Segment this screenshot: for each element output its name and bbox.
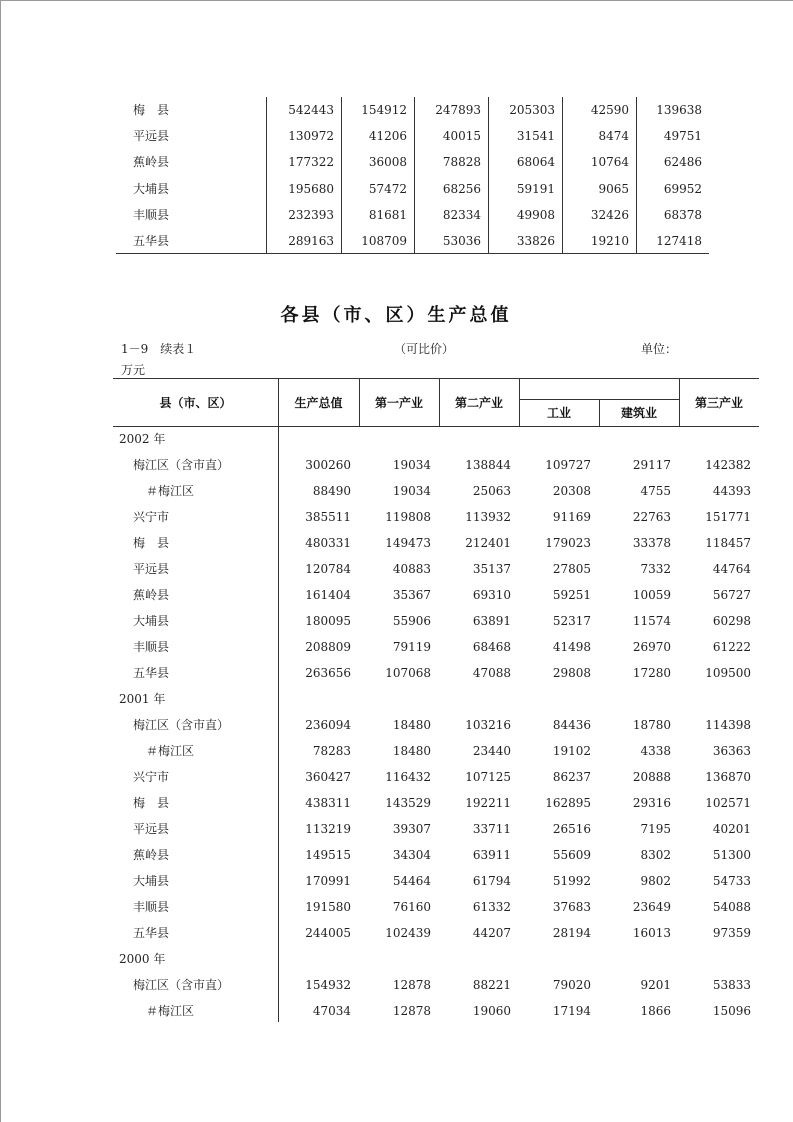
value-cell: 542443 [288,103,334,117]
value-cell: 47034 [312,1004,351,1018]
value-cell: 26516 [552,822,591,836]
value-cell: 39307 [392,822,431,836]
table-row [1,176,791,202]
row-label: 丰顺县 [133,207,170,222]
value-cell: 8302 [640,848,671,862]
value-cell: 68378 [663,207,702,222]
table-row [1,764,791,790]
value-cell: 103216 [465,718,511,732]
row-label: 大埔县 [133,181,170,196]
value-cell: 289163 [288,234,334,248]
value-cell: 205303 [509,103,555,117]
value-cell: 22763 [632,510,671,524]
value-cell: 69952 [663,181,702,196]
value-cell: 41498 [552,640,591,654]
value-cell: 18780 [632,718,671,732]
value-cell: 53833 [712,978,751,992]
value-cell: 32426 [590,207,629,222]
value-cell: 59251 [552,588,591,602]
table-row [1,972,791,998]
table-row [1,790,791,816]
table-code: 1－9 续表１ [121,342,197,356]
table-row [1,504,791,530]
value-cell: 107068 [385,666,431,680]
value-cell: 63891 [472,614,511,628]
value-cell: 195680 [288,181,334,196]
value-cell: 12878 [392,1004,431,1018]
row-label: 兴宁市 [133,770,170,784]
year-row [1,946,791,972]
row-label: 五华县 [133,666,170,680]
value-cell: 177322 [288,155,334,170]
value-cell: 55906 [392,614,431,628]
value-cell: 130972 [288,129,334,144]
value-cell: 23440 [472,744,511,758]
value-cell: 19102 [552,744,591,758]
table-row [1,920,791,946]
value-cell: 36363 [712,744,751,758]
value-cell: 138844 [465,458,511,472]
value-cell: 438311 [305,796,351,810]
value-cell: 29117 [632,458,671,472]
value-cell: 68064 [516,155,555,170]
table-row [1,582,791,608]
value-cell: 86237 [552,770,591,784]
value-cell: 54733 [712,874,751,888]
row-label: 平远县 [133,562,170,576]
row-label: ＃梅江区 [146,484,195,498]
value-cell: 1866 [640,1004,671,1018]
value-cell: 9802 [640,874,671,888]
value-cell: 29808 [552,666,591,680]
year-row [1,426,791,452]
row-label: 梅 县 [133,103,170,117]
value-cell: 49908 [516,207,555,222]
row-label: 五华县 [133,234,170,248]
value-cell: 385511 [305,510,351,524]
table-row [1,998,791,1024]
row-label: 丰顺县 [133,640,170,654]
value-cell: 19034 [392,458,431,472]
row-label: 蕉岭县 [133,588,170,602]
value-cell: 11574 [632,614,671,628]
value-cell: 142382 [705,458,751,472]
value-cell: 154932 [305,978,351,992]
row-label: 大埔县 [133,614,170,628]
value-cell: 19034 [392,484,431,498]
value-cell: 480331 [305,536,351,550]
value-cell: 9065 [598,181,629,196]
header-industry: 工业 [546,406,571,420]
value-cell: 26970 [632,640,671,654]
value-cell: 62486 [663,155,702,170]
row-label: 梅江区（含市直） [133,458,230,472]
value-cell: 15096 [712,1004,751,1018]
table-row [1,608,791,634]
value-cell: 79119 [392,640,431,654]
value-cell: 143529 [385,796,431,810]
value-cell: 161404 [305,588,351,602]
value-cell: 88221 [472,978,511,992]
row-label: 梅 县 [133,536,170,550]
value-cell: 247893 [435,103,481,117]
value-cell: 162895 [545,796,591,810]
table-row [1,97,791,123]
value-cell: 127418 [656,234,702,248]
unit-value: 万元 [121,363,146,377]
value-cell: 232393 [288,207,334,222]
value-cell: 102439 [385,926,431,940]
value-cell: 208809 [305,640,351,654]
table-row [1,842,791,868]
value-cell: 149473 [385,536,431,550]
value-cell: 29316 [632,796,671,810]
value-cell: 44207 [472,926,511,940]
table-row [1,530,791,556]
value-cell: 9201 [640,978,671,992]
value-cell: 18480 [392,744,431,758]
value-cell: 244005 [305,926,351,940]
value-cell: 68256 [442,181,481,196]
header-primary-industry: 第一产业 [374,396,423,410]
value-cell: 57472 [368,181,407,196]
value-cell: 8474 [598,129,629,144]
header-region: 县（市、区） [159,396,232,410]
table-row [1,894,791,920]
value-cell: 25063 [472,484,511,498]
value-cell: 12878 [392,978,431,992]
table-row [1,712,791,738]
value-cell: 42590 [590,103,629,117]
value-cell: 149515 [305,848,351,862]
value-cell: 102571 [705,796,751,810]
value-cell: 61794 [472,874,511,888]
value-cell: 17280 [632,666,671,680]
value-cell: 97359 [712,926,751,940]
value-cell: 59191 [516,181,555,196]
value-cell: 191580 [305,900,351,914]
unit-label: 单位： [641,342,678,356]
value-cell: 360427 [305,770,351,784]
value-cell: 40015 [442,129,481,144]
value-cell: 91169 [552,510,591,524]
value-cell: 36008 [368,155,407,170]
value-cell: 55609 [552,848,591,862]
year-label: 2002 年 [119,432,166,446]
value-cell: 44393 [712,484,751,498]
value-cell: 47088 [472,666,511,680]
value-cell: 79020 [552,978,591,992]
table-row [1,634,791,660]
value-cell: 116432 [385,770,431,784]
value-cell: 192211 [465,796,511,810]
table-row [1,816,791,842]
value-cell: 113219 [305,822,351,836]
value-cell: 31541 [516,129,555,144]
value-cell: 113932 [465,510,511,524]
row-label: 平远县 [133,129,170,144]
value-cell: 139638 [656,103,702,117]
value-cell: 23649 [632,900,671,914]
value-cell: 40201 [712,822,751,836]
value-cell: 78828 [442,155,481,170]
value-cell: 35367 [392,588,431,602]
row-label: 蕉岭县 [133,848,170,862]
value-cell: 212401 [465,536,511,550]
row-label: 五华县 [133,926,170,940]
table-top-rule [113,378,759,379]
table-row [1,149,791,175]
row-label: 兴宁市 [133,510,170,524]
row-label: 梅江区（含市直） [133,718,230,732]
value-cell: 4338 [640,744,671,758]
value-cell: 107125 [465,770,511,784]
value-cell: 16013 [632,926,671,940]
value-cell: 179023 [545,536,591,550]
value-cell: 53036 [442,234,481,248]
value-cell: 136870 [705,770,751,784]
row-label: ＃梅江区 [146,1004,195,1018]
value-cell: 61332 [472,900,511,914]
value-cell: 54088 [712,900,751,914]
price-basis-note: （可比价） [394,342,455,356]
value-cell: 52317 [552,614,591,628]
value-cell: 4755 [640,484,671,498]
value-cell: 119808 [385,510,431,524]
value-cell: 17194 [552,1004,591,1018]
value-cell: 151771 [705,510,751,524]
value-cell: 51300 [712,848,751,862]
value-cell: 300260 [305,458,351,472]
value-cell: 33826 [516,234,555,248]
value-cell: 20888 [632,770,671,784]
value-cell: 41206 [368,129,407,144]
value-cell: 27805 [552,562,591,576]
table-row [1,123,791,149]
value-cell: 109500 [705,666,751,680]
value-cell: 84436 [552,718,591,732]
value-cell: 61222 [712,640,751,654]
value-cell: 10059 [632,588,671,602]
table-row [1,452,791,478]
value-cell: 109727 [545,458,591,472]
row-label: 大埔县 [133,874,170,888]
value-cell: 44764 [712,562,751,576]
table-row [1,660,791,686]
value-cell: 118457 [705,536,751,550]
row-label: 梅 县 [133,796,170,810]
table-row [1,868,791,894]
value-cell: 40883 [392,562,431,576]
table-row [1,228,791,254]
value-cell: 28194 [552,926,591,940]
value-cell: 263656 [305,666,351,680]
value-cell: 78283 [312,744,351,758]
year-label: 2001 年 [119,692,166,706]
value-cell: 18480 [392,718,431,732]
table-row [1,202,791,228]
value-cell: 19210 [590,234,629,248]
row-label: 蕉岭县 [133,155,170,170]
header-gdp: 生产总值 [294,396,343,410]
value-cell: 236094 [305,718,351,732]
value-cell: 54464 [392,874,431,888]
value-cell: 7195 [640,822,671,836]
value-cell: 120784 [305,562,351,576]
value-cell: 7332 [640,562,671,576]
value-cell: 108709 [361,234,407,248]
value-cell: 33378 [632,536,671,550]
value-cell: 69310 [472,588,511,602]
value-cell: 180095 [305,614,351,628]
value-cell: 34304 [392,848,431,862]
value-cell: 82334 [442,207,481,222]
value-cell: 170991 [305,874,351,888]
value-cell: 76160 [392,900,431,914]
row-label: ＃梅江区 [146,744,195,758]
year-label: 2000 年 [119,952,166,966]
value-cell: 88490 [312,484,351,498]
value-cell: 19060 [472,1004,511,1018]
value-cell: 114398 [705,718,751,732]
year-row [1,686,791,712]
value-cell: 20308 [552,484,591,498]
value-cell: 81681 [368,207,407,222]
value-cell: 56727 [712,588,751,602]
value-cell: 33711 [472,822,511,836]
table-row [1,738,791,764]
value-cell: 60298 [712,614,751,628]
value-cell: 10764 [590,155,629,170]
value-cell: 37683 [552,900,591,914]
page-title: 各县（市、区）生产总值 [280,305,512,326]
row-label: 平远县 [133,822,170,836]
row-label: 丰顺县 [133,900,170,914]
value-cell: 49751 [663,129,702,144]
table-row [1,556,791,582]
header-construction: 建筑业 [620,406,657,420]
table-row [1,478,791,504]
row-label: 梅江区（含市直） [133,978,230,992]
value-cell: 154912 [361,103,407,117]
value-cell: 63911 [472,848,511,862]
header-secondary-industry: 第二产业 [454,396,503,410]
header-tertiary-industry: 第三产业 [694,396,743,410]
value-cell: 35137 [472,562,511,576]
value-cell: 51992 [552,874,591,888]
value-cell: 68468 [472,640,511,654]
